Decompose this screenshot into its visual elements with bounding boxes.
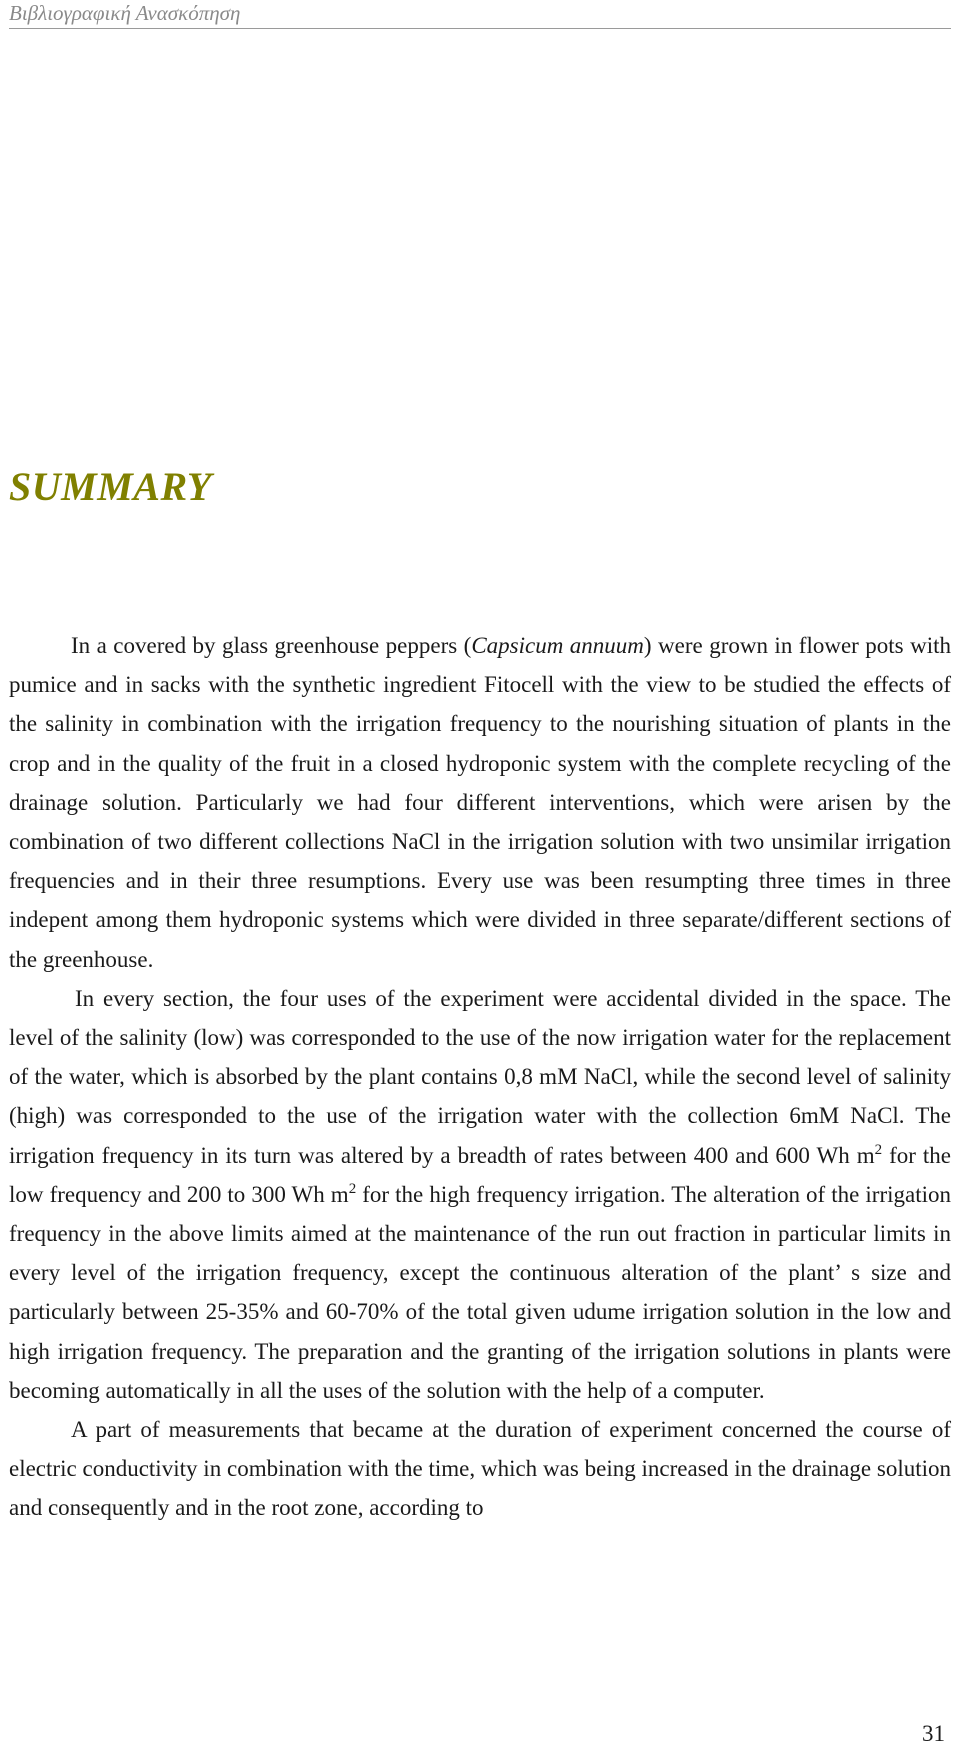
- unit-exponent: 2: [874, 1141, 883, 1158]
- paragraph-2-part-2: for the low frequency and 200 to 300 Wh m: [9, 1142, 952, 1207]
- paragraph-1-intro: In a covered by glass greenhouse peppers (: [71, 633, 472, 658]
- running-header: [9, 0, 951, 29]
- unit-exponent: 2: [348, 1180, 357, 1197]
- summary-paragraph-2: [9, 979, 951, 1410]
- summary-paragraph-1: [9, 626, 951, 979]
- species-name: Capsicum annuum: [471, 633, 644, 658]
- paragraph-1-rest: ) were grown in flower pots with pumice and in sacks with the synthetic ingredient Fitocell with the view to be studied the effects of the salinity in combination with the irrigation frequency to the nourishing situation of plants in the crop and in the quality of the fruit in a closed hydroponic system with the complete recycling of the drainage solution. Particularly we had four different interventions, which were arisen by the combination of two different collections NaCl in the irrigation solution with two unsimilar irrigation frequencies and in their three resumptions. Every use was been resumpting three times in three indepent among them hydroponic systems which were divided in three separate/different sections of the greenhouse.: [9, 633, 951, 972]
- summary-body: [9, 626, 951, 1528]
- running-header-title: Βιβλιογραφική Ανασκόπηση: [9, 1, 241, 25]
- paragraph-2-part-3: for the high frequency irrigation. The alteration of the irrigation frequency in the above limits aimed at the maintenance of the run out fraction in particular limits in every level of the irrigation frequency, except the continuous alteration of the plant’ s size and particularly between 25-35% and 60-70% of the total given udume irrigation solution in the low and high irrigation frequency. The preparation and the granting of the irrigation solutions in plants were becoming automatically in all the uses of the solution with the help of a computer.: [9, 1181, 951, 1403]
- summary-heading: SUMMARY: [9, 464, 212, 509]
- summary-paragraph-3: A part of measurements that became at the duration of experiment concerned the course of electric conductivity in combination with the time, which was being increased in the drainage solution and consequently and in the root zone, according to: [9, 1417, 951, 1521]
- paragraph-2-part-1: In every section, the four uses of the experiment were accidental divided in the space. The level of the salinity (low) was corresponded to the use of the now irrigation water for the replacement of the water, which is absorbed by the plant contains 0,8 mM NaCl, while the second level of salinity (high) was corresponded to the use of the irrigation water with the collection 6mM NaCl. The irrigation frequency in its turn was altered by a breadth of rates between 400 and 600 Wh m: [9, 985, 951, 1168]
- page-number: 31: [922, 1721, 945, 1746]
